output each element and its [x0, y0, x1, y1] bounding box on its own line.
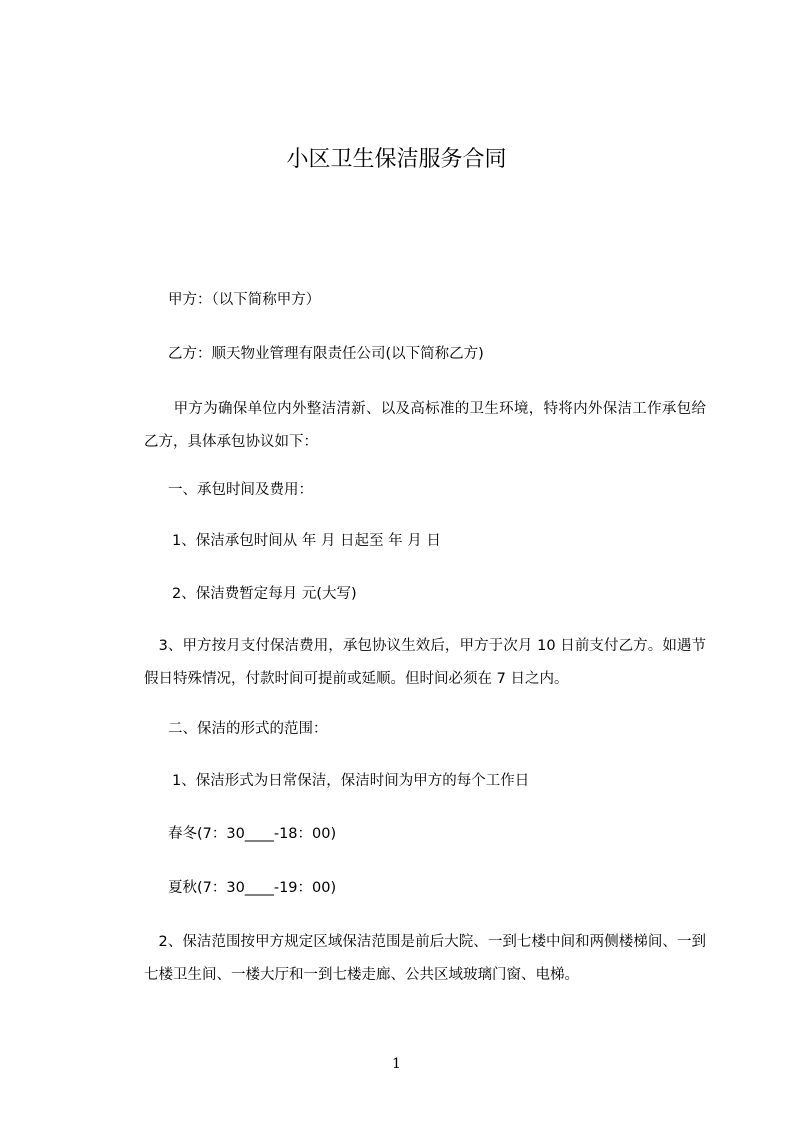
section-2-heading: 二、保洁的形式的范围： [168, 721, 328, 737]
page-number: 1 [392, 1056, 401, 1072]
item-1-3-paragraph: 3、甲方按月支付保洁费用，承包协议生效后，甲方于次月 10 日前支付乙方。如遇节假日特殊情况，付款时间可提前或延顺。但时间必须在 7 日之内。 [144, 638, 706, 687]
item-1-1: 1、保洁承包时间从 年 月 日起至 年 月 日 [172, 533, 441, 549]
document-title: 小区卫生保洁服务合同 [286, 147, 507, 172]
party-a-line: 甲方：（以下简称甲方） [168, 292, 321, 308]
item-2-1: 1、保洁形式为日常保洁，保洁时间为甲方的每个工作日 [172, 773, 530, 789]
intro-paragraph: 甲方为确保单位内外整洁清新、以及高标准的卫生环境，特将内外保洁工作承包给乙方，具体承包协议如下： [144, 401, 706, 450]
summer-autumn-hours: 夏秋(7：30____-19：00) [168, 880, 337, 896]
item-2-2-paragraph: 2、保洁范围按甲方规定区域保洁范围是前后大院、一到七楼中间和两侧楼梯间、一到七楼卫生间、一楼大厅和一到七楼走廊、公共区域玻璃门窗、电梯。 [144, 934, 706, 983]
party-b-line: 乙方：顺天物业管理有限责任公司(以下简称乙方) [168, 346, 484, 362]
section-1-heading: 一、承包时间及费用： [168, 482, 313, 498]
item-1-2: 2、保洁费暂定每月 元(大写) [172, 586, 357, 602]
spring-winter-hours: 春冬(7：30____-18：00) [168, 826, 337, 842]
